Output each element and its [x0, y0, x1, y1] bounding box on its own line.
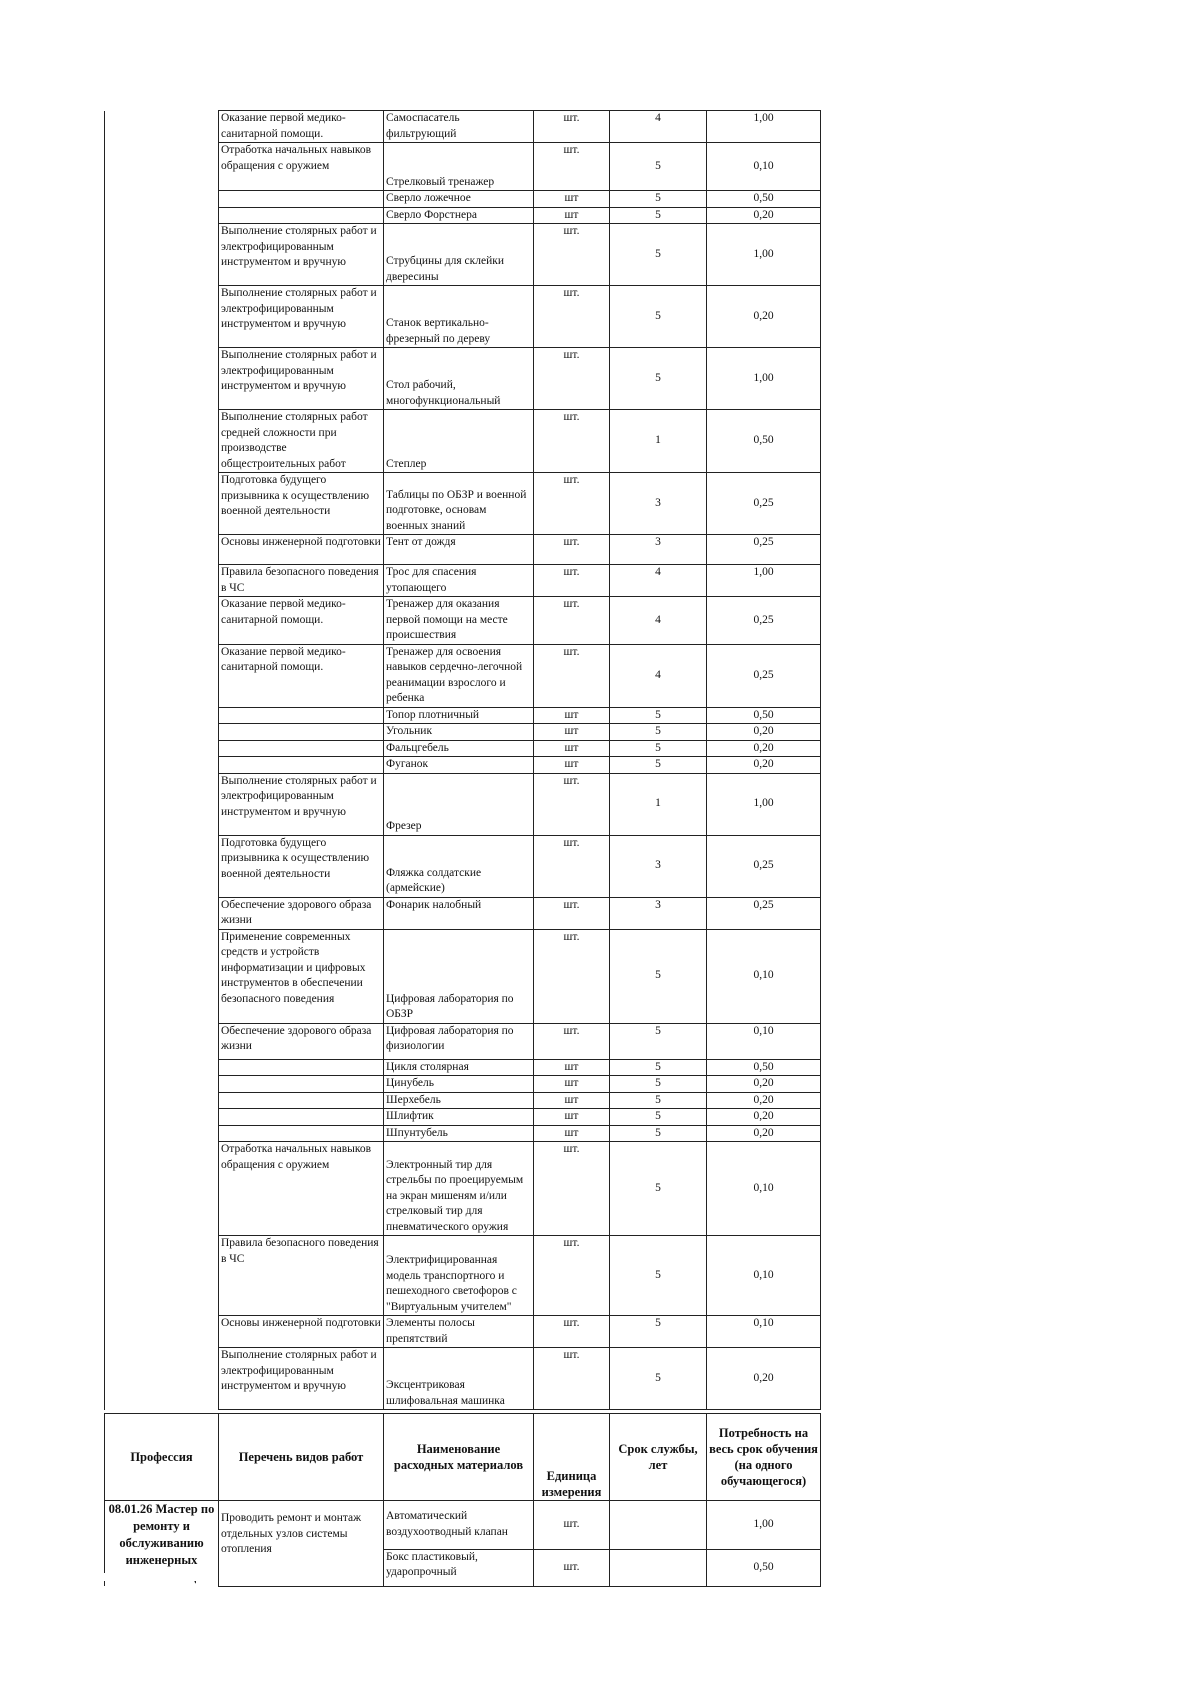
page-cut-mask: [104, 1573, 214, 1581]
work-type: Оказание первой медико-санитарной помощи.: [219, 111, 384, 143]
life-cell: 5: [610, 1236, 707, 1316]
equipment-table-continued: [104, 110, 821, 1410]
work-type: Основы инженерной подготовки: [219, 535, 384, 565]
life-cell: 5: [610, 929, 707, 1023]
work-type: [219, 191, 384, 208]
unit-cell: шт.: [534, 929, 610, 1023]
work-type: Подготовка будущего призывника к осуществлению военной деятельности: [219, 473, 384, 535]
unit-cell: шт.: [534, 1348, 610, 1410]
life-cell: 5: [610, 740, 707, 757]
need-cell: 0,50: [707, 410, 821, 473]
unit-cell: шт.: [534, 773, 610, 835]
life-cell: 5: [610, 143, 707, 191]
need-cell: 0,10: [707, 1236, 821, 1316]
need-cell: 0,20: [707, 1092, 821, 1109]
work-type: Выполнение столярных работ и электрофицированным инструментом и вручную: [219, 286, 384, 348]
life-cell: 4: [610, 565, 707, 597]
equipment-name: Сверло Форстнера: [384, 207, 534, 224]
table-header-row: [105, 1414, 821, 1501]
need-cell: 0,20: [707, 207, 821, 224]
header-unit: Единица измерения: [534, 1414, 610, 1501]
equipment-name: Элементы полосы препятствий: [384, 1316, 534, 1348]
unit-cell: шт.: [534, 410, 610, 473]
work-type: Отработка начальных навыков обращения с оружием: [219, 143, 384, 191]
life-cell: 5: [610, 191, 707, 208]
life-cell: 5: [610, 207, 707, 224]
need-cell: 0,25: [707, 473, 821, 535]
need-cell: 0,10: [707, 143, 821, 191]
unit-cell: шт: [534, 1059, 610, 1076]
need-cell: 0,20: [707, 740, 821, 757]
unit-cell: шт: [534, 757, 610, 774]
unit-cell: шт.: [534, 897, 610, 929]
equipment-name: Сверло ложечное: [384, 191, 534, 208]
need-cell: 0,50: [707, 191, 821, 208]
work-type: Выполнение столярных работ и электрофицированным инструментом и вручную: [219, 1348, 384, 1410]
work-type: [219, 707, 384, 724]
equipment-name: Стрелковый тренажер: [384, 143, 534, 191]
need-cell: 0,10: [707, 1316, 821, 1348]
work-type: [219, 1059, 384, 1076]
equipment-name: Фуганок: [384, 757, 534, 774]
header-need: Потребность на весь срок обучения (на одного обучающегося): [707, 1414, 821, 1501]
need-cell: 1,00: [707, 565, 821, 597]
work-type: Обеспечение здорового образа жизни: [219, 897, 384, 929]
equipment-name: Тент от дождя: [384, 535, 534, 565]
unit-cell: шт: [534, 191, 610, 208]
unit-cell: шт.: [534, 835, 610, 897]
need-cell: 0,20: [707, 1125, 821, 1142]
equipment-name: Эксцентриковая шлифовальная машинка: [384, 1348, 534, 1410]
need-cell: 0,50: [707, 707, 821, 724]
materials-table: [104, 1413, 821, 1587]
life-cell: 5: [610, 1142, 707, 1236]
table-row: [105, 1501, 821, 1550]
equipment-name: Тренажер для оказания первой помощи на месте происшествия: [384, 597, 534, 645]
need-cell: 0,25: [707, 644, 821, 707]
header-life: Срок службы, лет: [610, 1414, 707, 1501]
need-cell: 0,25: [707, 897, 821, 929]
need-cell: 0,20: [707, 1076, 821, 1093]
equipment-name: Фрезер: [384, 773, 534, 835]
work-type: Выполнение столярных работ и электрофицированным инструментом и вручную: [219, 773, 384, 835]
profession-cell-empty: [105, 111, 219, 1410]
need-cell: 0,20: [707, 724, 821, 741]
header-works: Перечень видов работ: [219, 1414, 384, 1501]
life-cell: 5: [610, 1092, 707, 1109]
equipment-name: Топор плотничный: [384, 707, 534, 724]
need-cell: 0,20: [707, 286, 821, 348]
need-cell: 0,50: [707, 1549, 821, 1586]
work-type: Выполнение столярных работ средней сложности при производстве общестроительных работ: [219, 410, 384, 473]
need-cell: 0,10: [707, 929, 821, 1023]
header-materials: Наименование расходных материалов: [384, 1414, 534, 1501]
table-row: [105, 111, 821, 143]
life-cell: 1: [610, 410, 707, 473]
life-cell: 4: [610, 644, 707, 707]
work-type: Оказание первой медико-санитарной помощи.: [219, 644, 384, 707]
unit-cell: шт.: [534, 224, 610, 286]
unit-cell: шт: [534, 724, 610, 741]
unit-cell: шт.: [534, 1316, 610, 1348]
unit-cell: шт: [534, 1109, 610, 1126]
equipment-name: Электронный тир для стрельбы по проецируемым на экран мишеням и/или стрелковый тир для пневматического оружия: [384, 1142, 534, 1236]
unit-cell: шт.: [534, 644, 610, 707]
material-name: Автоматический воздухоотводный клапан: [384, 1501, 534, 1550]
unit-cell: шт.: [534, 565, 610, 597]
equipment-name: Степлер: [384, 410, 534, 473]
unit-cell: шт.: [534, 1236, 610, 1316]
work-type: Выполнение столярных работ и электрофицированным инструментом и вручную: [219, 348, 384, 410]
equipment-name: Фонарик налобный: [384, 897, 534, 929]
life-cell: [610, 1501, 707, 1550]
equipment-name: Цифровая лаборатория по физиологии: [384, 1023, 534, 1059]
work-type: [219, 757, 384, 774]
work-type: [219, 1092, 384, 1109]
need-cell: 0,25: [707, 535, 821, 565]
life-cell: 5: [610, 1023, 707, 1059]
equipment-name: Таблицы по ОБЗР и военной подготовке, основам военных знаний: [384, 473, 534, 535]
work-type: [219, 1109, 384, 1126]
unit-cell: шт: [534, 1092, 610, 1109]
work-type: Проводить ремонт и монтаж отдельных узлов системы отопления: [219, 1501, 384, 1587]
need-cell: 1,00: [707, 111, 821, 143]
unit-cell: шт.: [534, 348, 610, 410]
need-cell: 0,10: [707, 1142, 821, 1236]
life-cell: [610, 1549, 707, 1586]
unit-cell: шт: [534, 707, 610, 724]
work-type: [219, 724, 384, 741]
life-cell: 3: [610, 535, 707, 565]
need-cell: 1,00: [707, 224, 821, 286]
equipment-name: Фляжка солдатские (армейские): [384, 835, 534, 897]
material-name: Бокс пластиковый, ударопрочный: [384, 1549, 534, 1586]
life-cell: 5: [610, 224, 707, 286]
unit-cell: шт.: [534, 1023, 610, 1059]
life-cell: 5: [610, 707, 707, 724]
need-cell: 0,25: [707, 835, 821, 897]
need-cell: 0,50: [707, 1059, 821, 1076]
equipment-name: Трос для спасения утопающего: [384, 565, 534, 597]
equipment-name: Стол рабочий, многофункциональный: [384, 348, 534, 410]
equipment-name: Электрифицированная модель транспортного и пешеходного светофоров с "Виртуальным учителем": [384, 1236, 534, 1316]
work-type: Обеспечение здорового образа жизни: [219, 1023, 384, 1059]
life-cell: 5: [610, 724, 707, 741]
work-type: [219, 207, 384, 224]
equipment-name: Шерхебель: [384, 1092, 534, 1109]
unit-cell: шт.: [534, 111, 610, 143]
need-cell: 1,00: [707, 773, 821, 835]
unit-cell: шт: [534, 207, 610, 224]
unit-cell: шт.: [534, 1549, 610, 1586]
equipment-name: Станок вертикально-фрезерный по дереву: [384, 286, 534, 348]
life-cell: 5: [610, 1109, 707, 1126]
life-cell: 4: [610, 111, 707, 143]
unit-cell: шт: [534, 1125, 610, 1142]
need-cell: 0,20: [707, 757, 821, 774]
equipment-name: Шпунтубель: [384, 1125, 534, 1142]
need-cell: 1,00: [707, 348, 821, 410]
unit-cell: шт: [534, 740, 610, 757]
life-cell: 3: [610, 835, 707, 897]
work-type: [219, 1076, 384, 1093]
equipment-name: Угольник: [384, 724, 534, 741]
work-type: Правила безопасного поведения в ЧС: [219, 565, 384, 597]
unit-cell: шт.: [534, 473, 610, 535]
work-type: Основы инженерной подготовки: [219, 1316, 384, 1348]
life-cell: 5: [610, 1348, 707, 1410]
equipment-name: Цинубель: [384, 1076, 534, 1093]
equipment-name: Тренажер для освоения навыков сердечно-легочной реанимации взрослого и ребенка: [384, 644, 534, 707]
unit-cell: шт: [534, 1076, 610, 1093]
need-cell: 0,10: [707, 1023, 821, 1059]
need-cell: 0,25: [707, 597, 821, 645]
need-cell: 0,20: [707, 1348, 821, 1410]
life-cell: 3: [610, 473, 707, 535]
work-type: [219, 740, 384, 757]
unit-cell: шт.: [534, 535, 610, 565]
profession-name: 08.01.26 Мастер по ремонту и обслуживанию инженерных: [105, 1501, 219, 1587]
need-cell: 0,20: [707, 1109, 821, 1126]
need-cell: 1,00: [707, 1501, 821, 1550]
life-cell: 5: [610, 286, 707, 348]
work-type: Подготовка будущего призывника к осуществлению военной деятельности: [219, 835, 384, 897]
equipment-name: Шлифтик: [384, 1109, 534, 1126]
life-cell: 1: [610, 773, 707, 835]
life-cell: 5: [610, 348, 707, 410]
equipment-name: Цикля столярная: [384, 1059, 534, 1076]
equipment-name: Самоспасатель фильтрующий: [384, 111, 534, 143]
unit-cell: шт.: [534, 597, 610, 645]
life-cell: 4: [610, 597, 707, 645]
life-cell: 5: [610, 757, 707, 774]
unit-cell: шт.: [534, 1501, 610, 1550]
work-type: Отработка начальных навыков обращения с оружием: [219, 1142, 384, 1236]
life-cell: 3: [610, 897, 707, 929]
unit-cell: шт.: [534, 143, 610, 191]
header-profession: Профессия: [105, 1414, 219, 1501]
equipment-name: Фальцгебель: [384, 740, 534, 757]
unit-cell: шт.: [534, 1142, 610, 1236]
work-type: Применение современных средств и устройств информатизации и цифровых инструментов в обеспечении безопасного поведения: [219, 929, 384, 1023]
life-cell: 5: [610, 1076, 707, 1093]
life-cell: 5: [610, 1316, 707, 1348]
work-type: Оказание первой медико-санитарной помощи.: [219, 597, 384, 645]
life-cell: 5: [610, 1125, 707, 1142]
unit-cell: шт.: [534, 286, 610, 348]
equipment-name: Струбцины для склейки двересины: [384, 224, 534, 286]
work-type: Правила безопасного поведения в ЧС: [219, 1236, 384, 1316]
work-type: [219, 1125, 384, 1142]
work-type: Выполнение столярных работ и электрофицированным инструментом и вручную: [219, 224, 384, 286]
life-cell: 5: [610, 1059, 707, 1076]
equipment-name: Цифровая лаборатория по ОБЗР: [384, 929, 534, 1023]
